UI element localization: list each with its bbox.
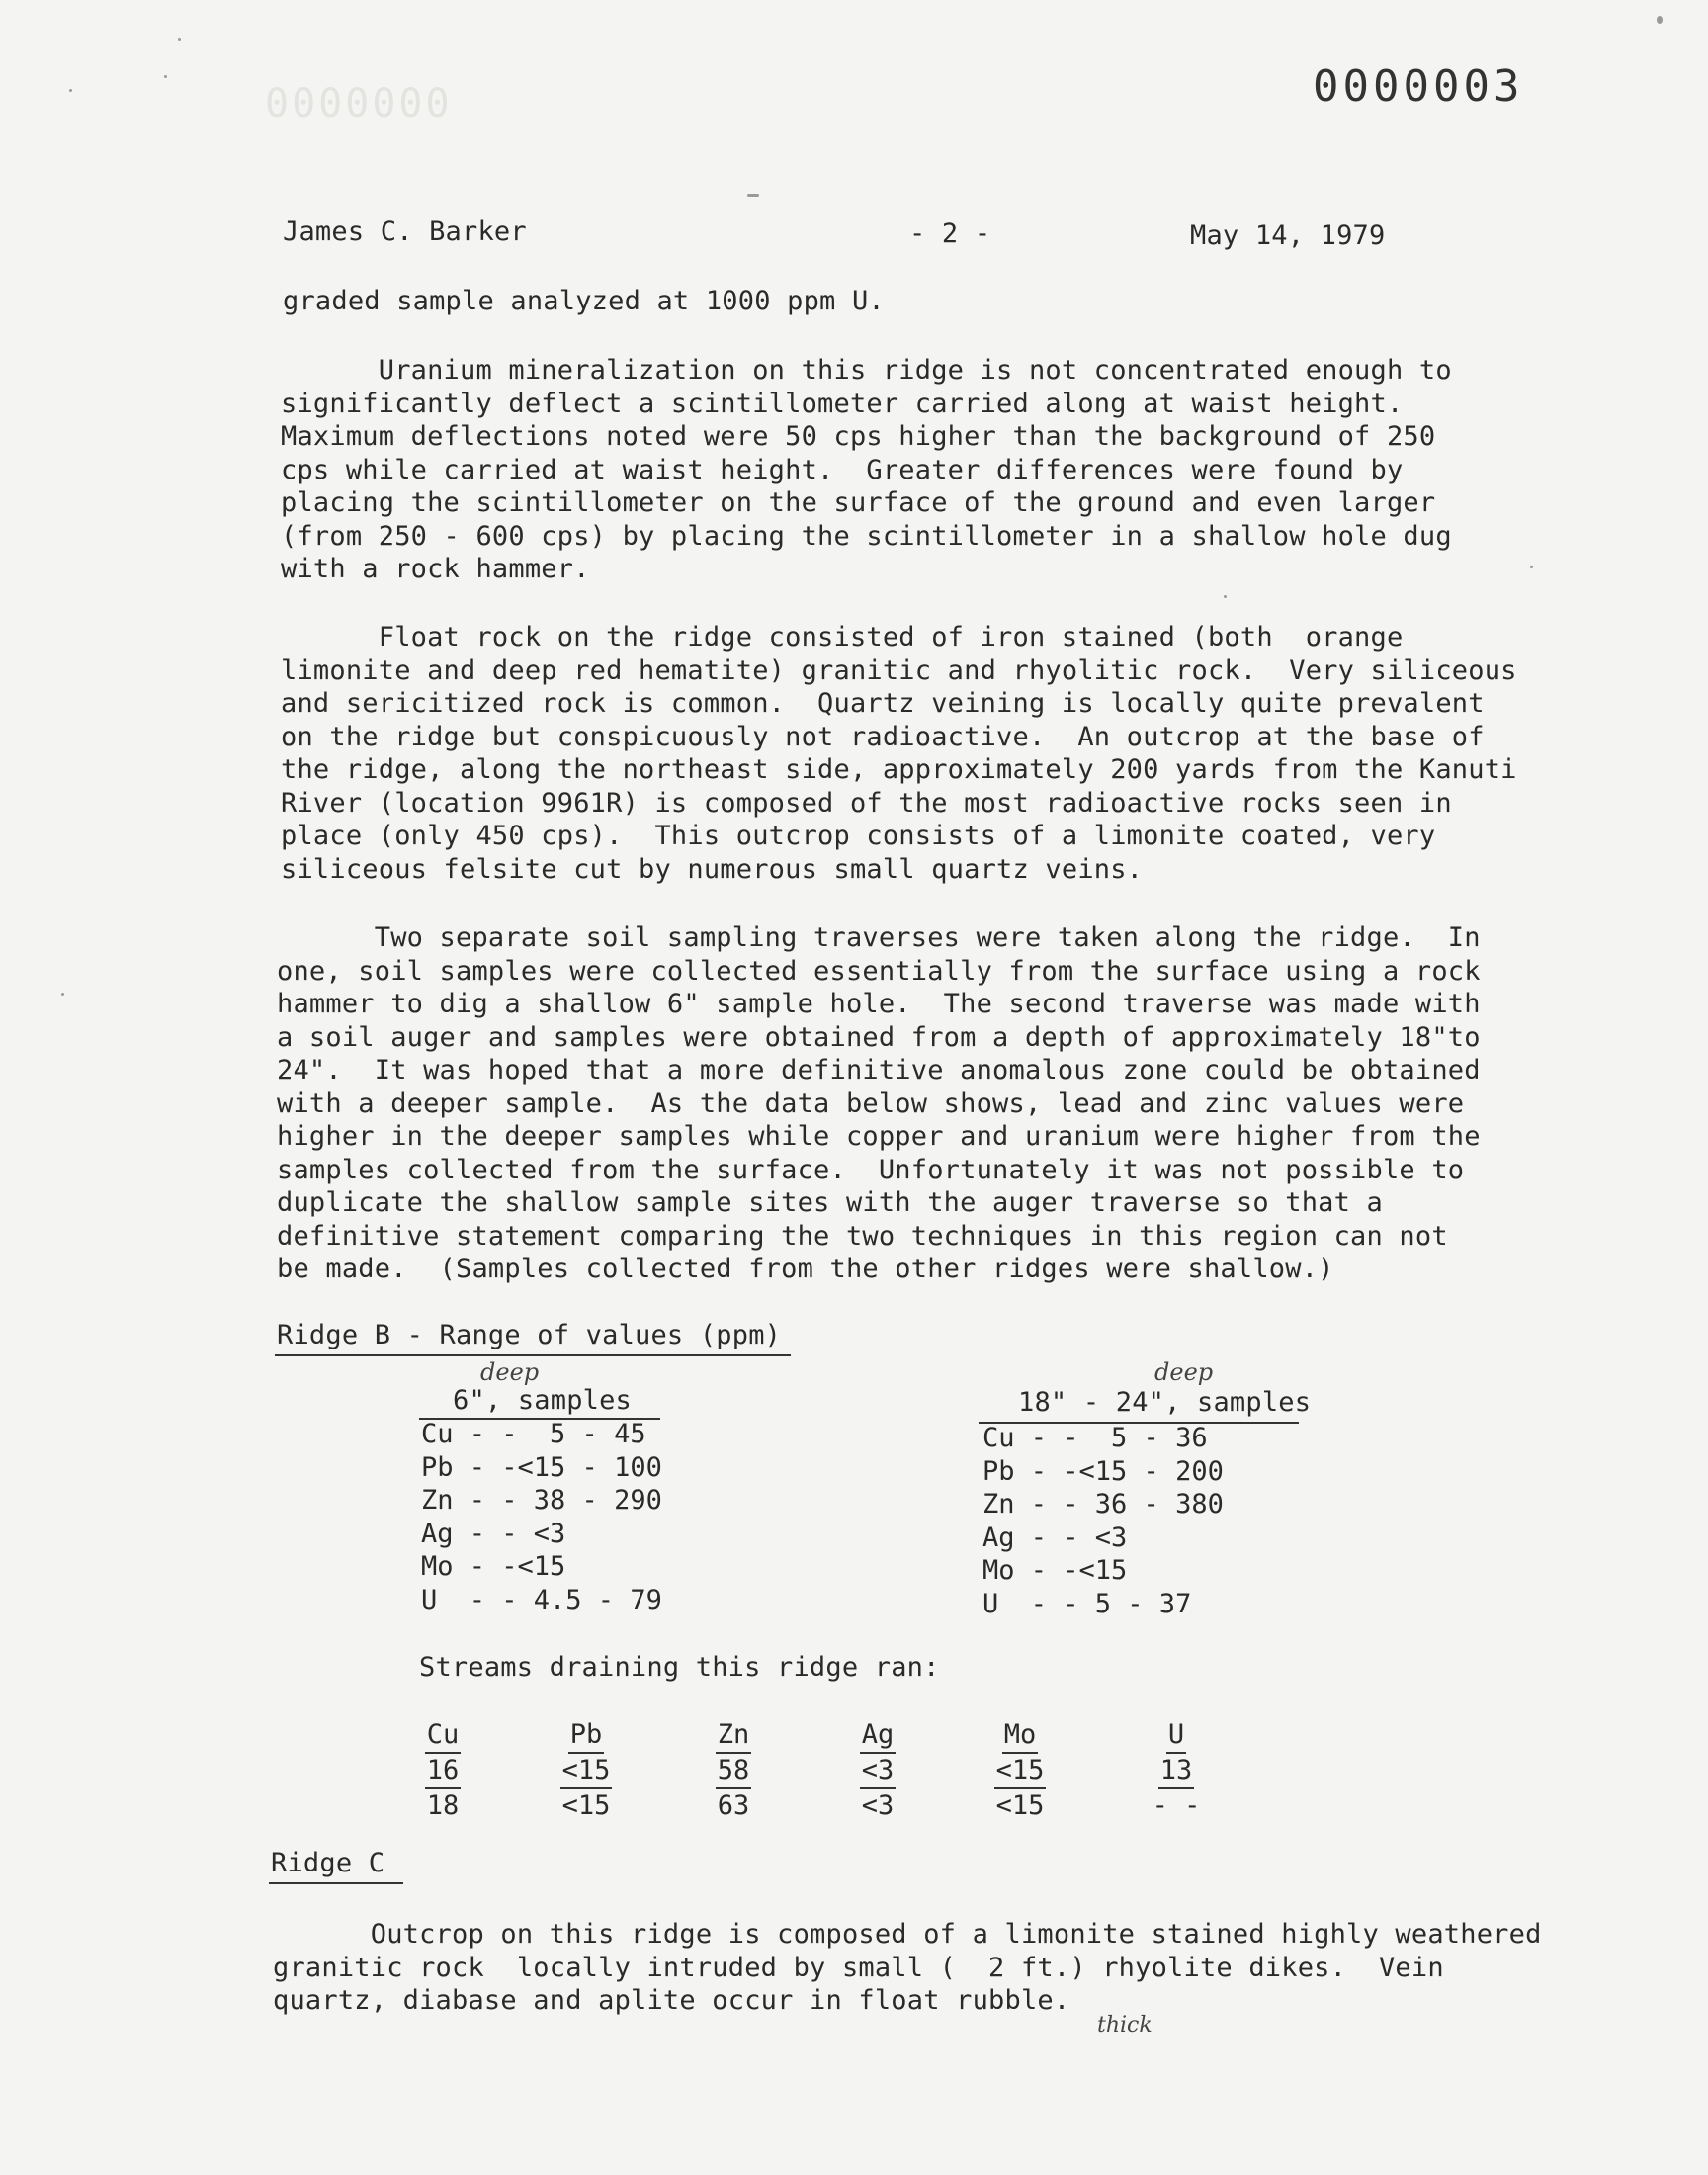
stream-value-u-2: - - bbox=[1152, 1790, 1201, 1821]
stream-value-mo-2: <15 bbox=[995, 1790, 1045, 1821]
stream-element-ag: Ag bbox=[860, 1718, 897, 1754]
streams-label: Streams draining this ridge ran: bbox=[419, 1652, 940, 1683]
stream-value-mo-1: <15 bbox=[994, 1754, 1047, 1789]
stream-element-zn: Zn bbox=[716, 1718, 752, 1754]
stream-value-ag-1: <3 bbox=[860, 1754, 897, 1789]
stream-element-u: U bbox=[1166, 1718, 1186, 1754]
stream-value-zn-1: 58 bbox=[716, 1754, 752, 1789]
scan-speck bbox=[178, 38, 181, 41]
continuation-line: graded sample analyzed at 1000 ppm U. bbox=[283, 286, 885, 316]
stream-value-ag-2: <3 bbox=[861, 1790, 895, 1821]
header-name: James C. Barker bbox=[283, 217, 527, 247]
ridge-b-heading: Ridge B - Range of values (ppm) bbox=[277, 1320, 782, 1350]
document-number: 0000003 bbox=[1313, 61, 1524, 112]
stream-col-u bbox=[1147, 1718, 1206, 1823]
scan-speck bbox=[1530, 566, 1533, 568]
stream-value-u-1: 13 bbox=[1158, 1754, 1195, 1789]
header-page-number: - 2 - bbox=[909, 218, 991, 249]
ridge-c-heading: Ridge C bbox=[271, 1848, 385, 1878]
ridge-b-heading-underline bbox=[275, 1354, 791, 1356]
stream-value-pb-2: <15 bbox=[561, 1790, 611, 1821]
stream-col-cu bbox=[413, 1718, 472, 1823]
deep-samples-header: 18" - 24", samples bbox=[1018, 1387, 1312, 1418]
scan-speck bbox=[1657, 16, 1663, 24]
stream-element-mo: Mo bbox=[1002, 1718, 1039, 1754]
handwritten-annotation-deep-left: deep bbox=[480, 1358, 540, 1386]
stream-value-zn-2: 63 bbox=[717, 1790, 750, 1821]
ridge-c-heading-underline bbox=[269, 1882, 403, 1884]
shallow-samples-header: 6", samples bbox=[453, 1385, 633, 1416]
scan-speck bbox=[747, 194, 759, 197]
scan-speck bbox=[69, 89, 72, 92]
deep-samples-values: Cu - - 5 - 36 Pb - -<15 - 200 Zn - - 36 - 380 Ag - - <3 Mo - -<15 U - - 5 - 37 bbox=[982, 1423, 1224, 1619]
handwritten-annotation-thick: thick bbox=[1097, 2013, 1153, 2038]
header-date: May 14, 1979 bbox=[1190, 220, 1386, 251]
shallow-samples-values: Cu - - 5 - 45 Pb - -<15 - 100 Zn - - 38 - 290 Ag - - <3 Mo - -<15 U - - 4.5 - 79 bbox=[421, 1419, 662, 1615]
scan-speck bbox=[1224, 595, 1227, 598]
stream-value-cu-2: 18 bbox=[426, 1790, 460, 1821]
stream-value-pb-1: <15 bbox=[560, 1754, 613, 1789]
handwritten-annotation-deep-right: deep bbox=[1154, 1358, 1214, 1386]
scan-speck bbox=[61, 993, 64, 996]
paragraph-soil-sampling: Two separate soil sampling traverses were taken along the ridge. In one, soil samples were collected essentially from the surface using a rock hammer to dig a shallow 6" sample hole. The second traverse was made with a soil auger and samples were obtained from a depth of approximately 18"to 24". It was hoped that a more definitive anomalous zone could be obtained with a deeper sample. As the data below shows, lead and zinc values were higher in the deeper samples while copper and uranium were higher from the samples collected from the surface. Unfortunately it was not possible to duplicate the shallow sample sites with the auger traverse so that a definitive statement comparing the two techniques in this region can not be made. (Samples collected from the other ridges were shallow.) bbox=[277, 922, 1481, 1284]
stream-col-pb bbox=[542, 1718, 631, 1823]
ghost-document-number: 0000000 bbox=[265, 81, 453, 127]
stream-col-ag bbox=[846, 1718, 909, 1823]
stream-value-cu-1: 16 bbox=[425, 1754, 462, 1789]
paragraph-ridge-c-outcrop: Outcrop on this ridge is composed of a limonite stained highly weathered granitic rock locally intruded by small ( 2 ft.) rhyolite dikes. Vein quartz, diabase and aplite occur in float rubble. bbox=[273, 1919, 1542, 2016]
paragraph-uranium-mineralization: Uranium mineralization on this ridge is not concentrated enough to significantly deflect a scintillometer carried along at waist height. Maximum deflections noted were 50 cps higher than the background of 250 cps while carried at waist height. Greater differences were found by placing the scintillometer on the surface of the ground and even larger (from 250 - 600 cps) by placing the scintillometer in a shallow hole dug with a rock hammer. bbox=[281, 355, 1452, 584]
paragraph-float-rock: Float rock on the ridge consisted of iron stained (both orange limonite and deep red hematite) granitic and rhyolitic rock. Very siliceous and sericitized rock is common. Quartz veining is locally quite prevalent on the ridge but conspicuously not radioactive. An outcrop at the base of the ridge, along the northeast side, approximately 200 yards from the Kanuti River (location 9961R) is composed of the most radioactive rocks seen in place (only 450 cps). This outcrop consists of a limonite coated, very siliceous felsite cut by numerous small quartz veins. bbox=[281, 622, 1517, 885]
stream-col-zn bbox=[704, 1718, 763, 1823]
stream-element-pb: Pb bbox=[568, 1718, 605, 1754]
scan-speck bbox=[164, 75, 167, 78]
stream-element-cu: Cu bbox=[425, 1718, 462, 1754]
stream-col-mo bbox=[979, 1718, 1062, 1823]
